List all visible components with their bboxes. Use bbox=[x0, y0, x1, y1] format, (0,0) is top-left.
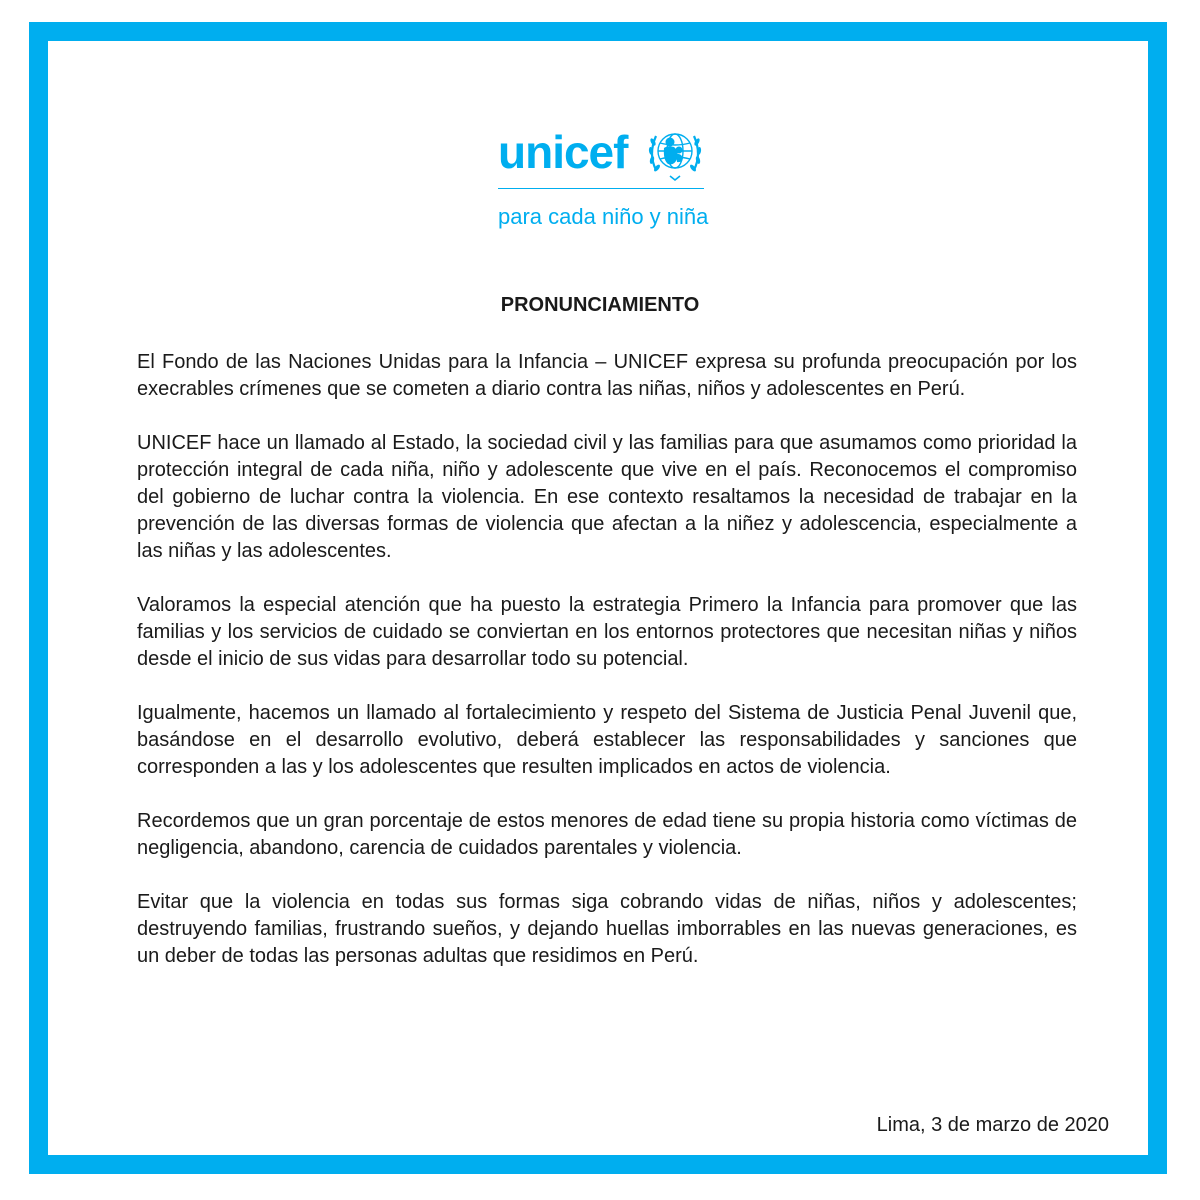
unicef-logo bbox=[498, 120, 708, 235]
place-and-date: Lima, 3 de marzo de 2020 bbox=[876, 1114, 1109, 1136]
logo-tagline: para cada niño y niña bbox=[498, 204, 709, 229]
paragraph: Igualmente, hacemos un llamado al fortalecimiento y respeto del Sistema de Justicia Penal Juvenil que, basándose en el desarrollo evolutivo, deberá establecer las responsabilidades y sanciones que corresponden a las y los adolescentes que resulten implicados en actos de violencia. bbox=[137, 702, 1077, 778]
document-body bbox=[137, 349, 1077, 997]
paragraph: El Fondo de las Naciones Unidas para la Infancia – UNICEF expresa su profunda preocupación por los execrables crímenes que se cometen a diario contra las niñas, niños y adolescentes en Perú. bbox=[137, 351, 1077, 400]
paragraph: UNICEF hace un llamado al Estado, la sociedad civil y las familias para que asumamos como prioridad la protección integral de cada niña, niño y adolescente que vive en el país. Reconocemos el compromiso del gobierno de luchar contra la violencia. En ese contexto resaltamos la necesidad de trabajar en la prevención de las diversas formas de violencia que afectan a la niñez y adolescencia, especialmente a las niñas y las adolescentes. bbox=[137, 432, 1077, 562]
document-title: PRONUNCIAMIENTO bbox=[500, 294, 700, 316]
unicef-emblem-icon bbox=[646, 124, 704, 182]
logo-wordmark: unicef bbox=[498, 126, 628, 178]
logo-divider bbox=[498, 188, 704, 189]
paragraph: Recordemos que un gran porcentaje de estos menores de edad tiene su propia historia como víctimas de negligencia, abandono, carencia de cuidados parentales y violencia. bbox=[137, 810, 1077, 859]
paragraph: Evitar que la violencia en todas sus formas siga cobrando vidas de niñas, niños y adolescentes; destruyendo familias, frustrando sueños, y dejando huellas imborrables en las nuevas generaciones, es un deber de todas las personas adultas que residimos en Perú. bbox=[137, 891, 1077, 967]
paragraph: Valoramos la especial atención que ha puesto la estrategia Primero la Infancia para promover que las familias y los servicios de cuidado se conviertan en los entornos protectores que necesitan niñas y niños desde el inicio de sus vidas para desarrollar todo su potencial. bbox=[137, 594, 1077, 670]
